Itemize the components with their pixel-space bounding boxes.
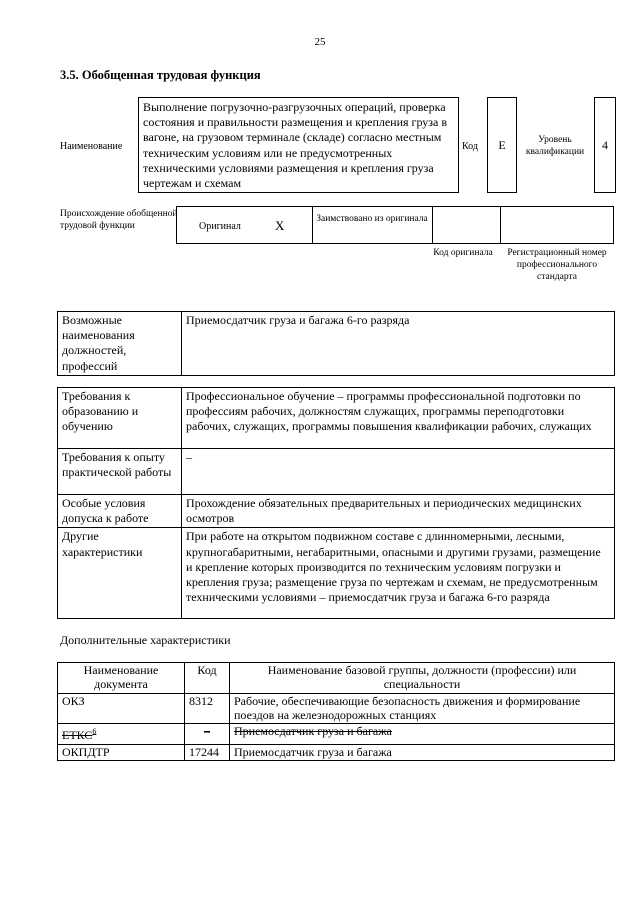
origin-borrowed-label: Заимствовано из оригинала	[316, 214, 428, 224]
req-education-label: Требования к образованию и обучению	[58, 388, 182, 449]
requirements-table	[57, 387, 615, 619]
table-row	[58, 528, 615, 619]
row-doc	[58, 724, 185, 745]
origin-original-label: Оригинал	[199, 221, 241, 232]
header-code: Код	[185, 663, 230, 694]
positions-value: Приемосдатчик груза и багажа 6-го разряда	[182, 312, 615, 376]
origin-reg-cell	[500, 207, 613, 243]
positions-label: Возможные наименования должностей, профессий	[58, 312, 182, 376]
qualification-level-value: 4	[602, 137, 608, 152]
table-row	[58, 312, 615, 376]
additional-table	[57, 662, 615, 761]
origin-row	[176, 206, 614, 244]
req-other-value: При работе на открытом подвижном составе с длинномерными, лесными, крупногабаритными, негабаритными, опасными и другими грузами, размещение и крепление которых производится по техническим условиям погрузки и крепления груза; размещение груза по чертежам и схемам, не предусмотренным техническими условиями – приемосдатчик груза и багажа 6-го разряда	[182, 528, 615, 619]
name-label: Наименование	[60, 141, 123, 152]
row-doc-text: ЕТКС	[62, 728, 93, 742]
req-experience-label: Требования к опыту практической работы	[58, 449, 182, 495]
code-value: E	[498, 137, 506, 152]
table-row	[58, 449, 615, 495]
origin-borrowed-cell	[312, 207, 433, 243]
origin-reg-caption: Регистрационный номер профессионального стандарта	[507, 248, 607, 282]
origin-original-cell	[177, 207, 313, 243]
row-code: 8312	[185, 694, 230, 724]
row-name: Рабочие, обеспечивающие безопасность движения и формирование поездов на железнодорожных станциях	[230, 694, 615, 724]
req-experience-value: –	[182, 449, 615, 495]
table-row	[58, 495, 615, 528]
positions-table	[57, 311, 615, 376]
header-document: Наименование документа	[58, 663, 185, 694]
function-name-box	[138, 97, 459, 193]
row-doc: ОКЗ	[58, 694, 185, 724]
code-label: Код	[462, 141, 478, 152]
row-doc: ОКПДТР	[58, 744, 185, 761]
table-row	[58, 663, 615, 694]
qualification-level-label: Уровень квалификации	[525, 135, 585, 157]
origin-label: Происхождение обобщенной трудовой функции	[60, 209, 178, 231]
header-group-name: Наименование базовой группы, должности (профессии) или специальности	[230, 663, 615, 694]
code-box	[487, 97, 517, 193]
req-other-label: Другие характеристики	[58, 528, 182, 619]
origin-original-mark: X	[275, 218, 285, 233]
page-number: 25	[314, 36, 326, 48]
table-row	[58, 694, 615, 724]
row-name: Приемосдатчик груза и багажа	[230, 724, 615, 745]
qualification-level-box	[594, 97, 616, 193]
table-row	[58, 744, 615, 761]
origin-code-caption: Код оригинала	[433, 248, 493, 258]
req-admission-label: Особые условия допуска к работе	[58, 495, 182, 528]
row-doc-footnote: 6	[92, 727, 97, 736]
row-code: 17244	[185, 744, 230, 761]
additional-title: Дополнительные характеристики	[60, 633, 231, 647]
function-name-value: Выполнение погрузочно-разгрузочных операций, проверка состояния и правильности размещения и крепления груза в вагоне, на грузовом терминале (складе) согласно местным техническим условиям или не предусмотренных техническими условиями размещения и крепления груза чертежам и схемам	[143, 100, 448, 191]
table-row	[58, 388, 615, 449]
req-education-value: Профессиональное обучение – программы профессиональной подготовки по профессиям рабочих, должностям служащих, программы переподготовки рабочих, служащих, программы повышения квалификации рабочих, служащих	[182, 388, 615, 449]
row-code: –	[185, 724, 230, 745]
table-row	[58, 724, 615, 745]
req-admission-value: Прохождение обязательных предварительных и периодических медицинских осмотров	[182, 495, 615, 528]
section-title: 3.5. Обобщенная трудовая функция	[60, 68, 261, 82]
row-name: Приемосдатчик груза и багажа	[230, 744, 615, 761]
origin-code-cell	[432, 207, 501, 243]
